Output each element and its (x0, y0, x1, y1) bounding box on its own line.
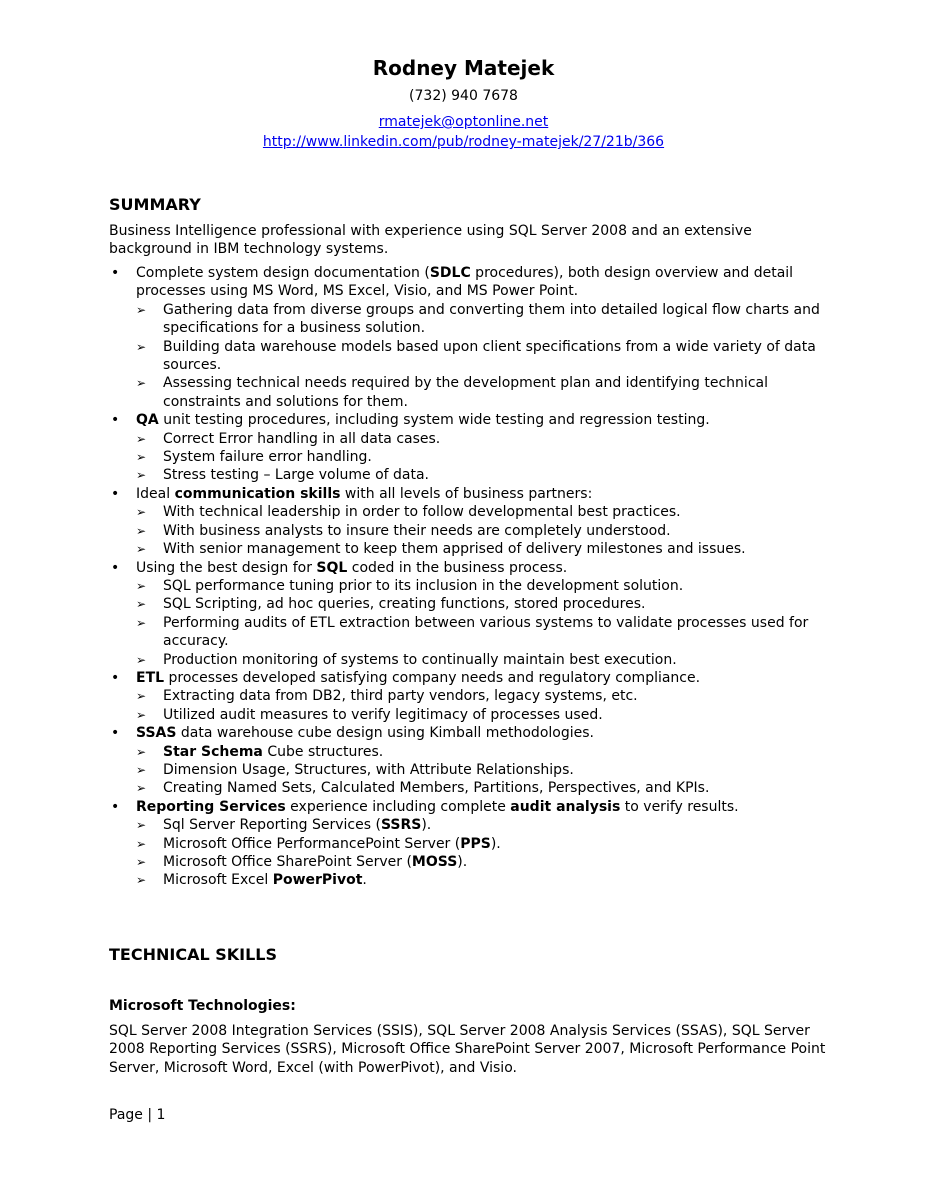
bold-text: SSAS (136, 725, 177, 742)
sub-bullet (136, 503, 849, 521)
summary-bullet (109, 798, 849, 890)
text-run: Correct Error handling in all data cases. (163, 430, 441, 447)
text-run: Complete system design documentation ( (136, 265, 430, 281)
bold-text: SDLC (429, 265, 471, 281)
sub-bullet-list (136, 743, 849, 798)
microsoft-technologies-subheading: Microsoft Technologies: (109, 998, 296, 1014)
sub-bullet (136, 853, 849, 871)
text-run: data warehouse cube design using Kimball methodologies. (176, 725, 594, 742)
sub-bullet-list (136, 430, 849, 485)
sub-bullet (136, 540, 849, 558)
phone-number: (732) 940 7678 (409, 88, 518, 104)
text-run: ). (490, 835, 501, 852)
sub-bullet (136, 595, 849, 613)
microsoft-technologies-list: SQL Server 2008 Integration Services (SSIS), SQL Server 2008 Analysis Services (SSAS), SQL Server 2008 Reporting Services (SSRS), Microsoft Office SharePoint Server 2007, Microsoft Performance Point Server, Microsoft Word, Excel (with PowerPivot), and Visio. (109, 1023, 826, 1076)
bold-text: PPS (460, 835, 491, 852)
text-run: experience including complete (285, 798, 511, 815)
text-run: Assessing technical needs required by the development plan and identifying technical constraints and solutions for them. (163, 375, 768, 410)
bold-text: ETL (136, 669, 165, 686)
text-run: ). (421, 817, 432, 834)
text-run: procedures), both design overview and detail processes using MS Word, MS Excel, Visio, and MS Power Point. (136, 265, 794, 300)
summary-bullet (109, 411, 849, 485)
bold-text: SSRS (380, 817, 422, 834)
technical-skills-heading: TECHNICAL SKILLS (109, 945, 277, 964)
text-run: Ideal (136, 485, 175, 502)
sub-bullet (136, 430, 849, 448)
text-run: processes developed satisfying company needs and regulatory compliance. (164, 669, 701, 686)
sub-bullet (136, 301, 849, 338)
bold-text: SQL (316, 559, 348, 576)
sub-bullet (136, 614, 849, 651)
text-run: With technical leadership in order to follow developmental best practices. (163, 504, 681, 521)
summary-bullet (109, 485, 849, 559)
linkedin-link[interactable]: http://www.linkedin.com/pub/rodney-matejek/27/21b/366 (262, 134, 665, 150)
text-run: with all levels of business partners: (340, 485, 593, 502)
summary-intro: Business Intelligence professional with experience using SQL Server 2008 and an extensive background in IBM technology systems. (109, 223, 752, 258)
sub-bullet (136, 835, 849, 853)
text-run: Performing audits of ETL extraction between various systems to validate processes used for accuracy. (163, 614, 809, 650)
bold-text: communication skills (174, 485, 341, 502)
sub-bullet (136, 374, 849, 411)
text-run: System failure error handling. (163, 449, 372, 466)
summary-bullet (109, 724, 849, 798)
summary-bullet-list (109, 264, 849, 890)
text-run: . (362, 872, 367, 889)
text-run: to verify results. (620, 798, 739, 815)
sub-bullet (136, 466, 849, 484)
summary-bullet (109, 559, 849, 669)
bold-text: Star Schema (163, 743, 263, 760)
bold-text: QA (136, 412, 159, 429)
sub-bullet (136, 706, 849, 724)
text-run: coded in the business process. (347, 559, 568, 576)
text-run: With business analysts to insure their needs are completely understood. (163, 522, 671, 539)
page-number: Page | 1 (109, 1107, 166, 1123)
bold-text: Reporting Services (136, 798, 286, 815)
candidate-name: Rodney Matejek (372, 56, 555, 80)
sub-bullet (136, 779, 849, 797)
bold-text: MOSS (411, 854, 458, 870)
text-run: Production monitoring of systems to continually maintain best execution. (163, 651, 677, 668)
text-run: Extracting data from DB2, third party vendors, legacy systems, etc. (163, 688, 638, 705)
sub-bullet-list (136, 301, 849, 411)
sub-bullet (136, 687, 849, 705)
text-run: Building data warehouse models based upon client specifications from a wide variety of data sources. (163, 338, 816, 374)
sub-bullet (136, 761, 849, 779)
sub-bullet-list (136, 687, 849, 724)
sub-bullet (136, 651, 849, 669)
text-run: Gathering data from diverse groups and converting them into detailed logical flow charts and specifications for a business solution. (163, 301, 820, 337)
sub-bullet-list (136, 816, 849, 890)
text-run: Creating Named Sets, Calculated Members, Partitions, Perspectives, and KPIs. (163, 780, 710, 797)
text-run: unit testing procedures, including system wide testing and regression testing. (158, 412, 710, 429)
summary-bullet (109, 669, 849, 724)
text-run: Microsoft Office SharePoint Server ( (163, 854, 412, 870)
sub-bullet (136, 816, 849, 834)
summary-bullet (109, 264, 849, 411)
text-run: SQL performance tuning prior to its inclusion in the development solution. (163, 577, 684, 594)
text-run: Using the best design for (136, 559, 317, 576)
text-run: Sql Server Reporting Services ( (163, 817, 381, 834)
text-run: Microsoft Excel (163, 872, 273, 889)
text-run: ). (457, 854, 468, 870)
sub-bullet (136, 577, 849, 595)
text-run: Stress testing – Large volume of data. (163, 467, 429, 484)
sub-bullet (136, 338, 849, 375)
bold-text: audit analysis (510, 798, 621, 815)
text-run: With senior management to keep them apprised of delivery milestones and issues. (163, 541, 746, 558)
text-run: Dimension Usage, Structures, with Attribute Relationships. (163, 761, 574, 778)
sub-bullet (136, 448, 849, 466)
email-link[interactable]: rmatejek@optonline.net (378, 114, 549, 130)
sub-bullet (136, 743, 849, 761)
summary-heading: SUMMARY (109, 195, 201, 214)
text-run: SQL Scripting, ad hoc queries, creating functions, stored procedures. (163, 596, 646, 613)
sub-bullet (136, 871, 849, 889)
text-run: Microsoft Office PerformancePoint Server ( (163, 835, 461, 852)
sub-bullet (136, 522, 849, 540)
sub-bullet-list (136, 503, 849, 558)
bold-text: PowerPivot (272, 872, 363, 889)
text-run: Utilized audit measures to verify legitimacy of processes used. (163, 706, 603, 723)
sub-bullet-list (136, 577, 849, 669)
contact-header (0, 54, 927, 151)
text-run: Cube structures. (262, 743, 384, 760)
